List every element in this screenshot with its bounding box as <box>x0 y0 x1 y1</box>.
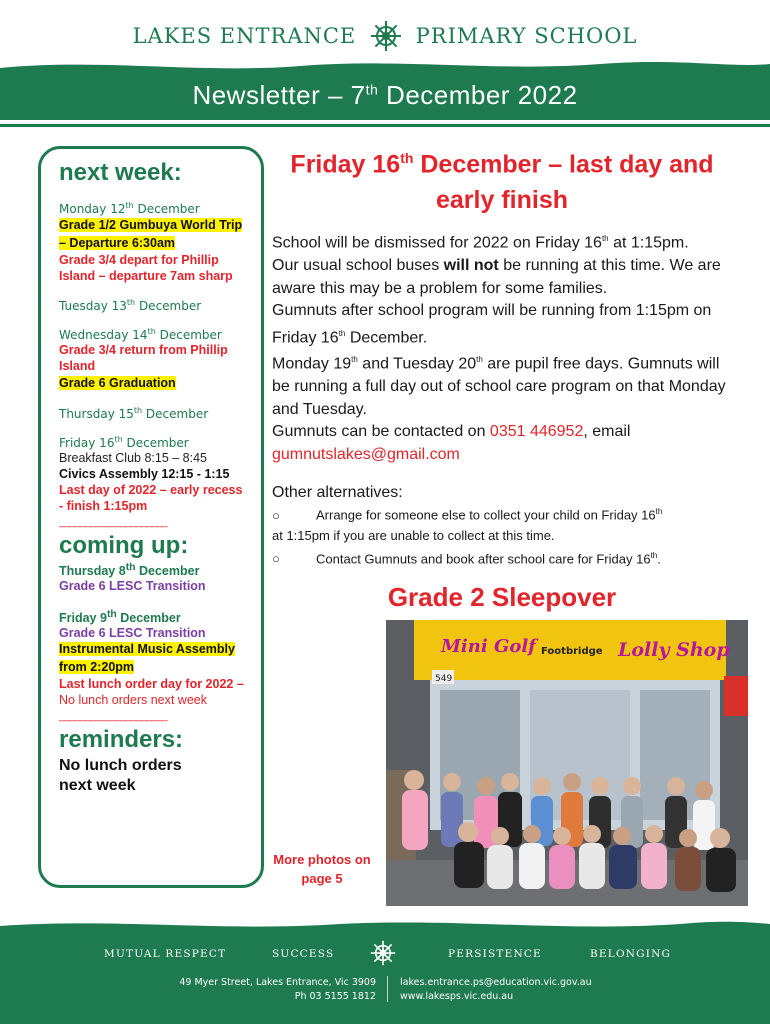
coming-up-heading: coming up: <box>59 532 189 559</box>
bullet-icon: ○ <box>272 507 280 523</box>
newsletter-title <box>0 80 770 111</box>
event-breakfast-club: Breakfast Club 8:15 – 8:45 <box>59 451 208 465</box>
event-phillip-island-return: Grade 3/4 return from Phillip Island <box>59 343 228 373</box>
day-rest: December <box>116 611 181 626</box>
next-week-heading: next week: <box>59 159 182 186</box>
event-gumbuya: Grade 1/2 Gumbuya World Trip – Departure 6:30am <box>59 218 243 250</box>
sup: th <box>650 550 658 560</box>
value-mutual-respect: MUTUAL RESPECT <box>104 948 227 960</box>
text: at 1:15pm. <box>608 234 689 252</box>
day-rest: December <box>122 436 189 450</box>
bold-text: will not <box>443 257 499 275</box>
text: Arrange for someone else to collect your child on Friday 16 <box>316 507 656 523</box>
day-label: Wednesday 14 <box>59 328 148 342</box>
separator: _____________________ <box>59 516 167 528</box>
sign-mini-golf: Mini Golf <box>441 636 536 657</box>
event-graduation: Grade 6 Graduation <box>59 376 176 390</box>
gumnuts-email-link[interactable]: gumnutslakes@gmail.com <box>272 445 460 463</box>
text: and Tuesday 20 <box>357 355 477 373</box>
sleepover-photo <box>386 620 748 906</box>
ship-wheel-icon <box>370 940 396 966</box>
article-body <box>272 228 732 466</box>
bullet-icon: ○ <box>272 550 280 566</box>
sign-lolly-shop: Lolly Shop <box>618 639 730 661</box>
text: be running at this time. We are aware this may be a problem for some families. <box>272 257 721 297</box>
text: Monday 19 <box>272 355 352 373</box>
main-article <box>272 140 732 569</box>
day-thursday <box>59 406 247 421</box>
day-sup: th <box>133 406 143 415</box>
footer-website-link[interactable]: www.lakesps.vic.edu.au <box>400 991 514 1002</box>
value-success: SUCCESS <box>272 948 335 960</box>
sign-number: 549 <box>435 674 453 684</box>
day-sup: th <box>114 435 123 444</box>
day-rest: December <box>135 299 202 313</box>
day-label: Thursday 8 <box>59 564 126 579</box>
text: at 1:15pm if you are unable to collect at this time. <box>272 527 555 543</box>
value-persistence: PERSISTENCE <box>448 948 542 960</box>
day-wednesday <box>59 327 247 342</box>
day-thursday-8 <box>59 560 247 579</box>
article-title <box>272 140 732 218</box>
newsletter-title-suffix: December 2022 <box>378 80 578 110</box>
paragraph <box>272 228 732 255</box>
event-civics-assembly: Civics Assembly 12:15 - 1:15 <box>59 467 230 481</box>
separator: _____________________ <box>59 710 167 723</box>
day-label: Monday 12 <box>59 202 126 216</box>
day-rest: December <box>142 407 209 421</box>
day-sup: th <box>126 298 136 307</box>
alternatives-title: Other alternatives: <box>272 484 403 502</box>
sup: th <box>601 234 609 244</box>
text: Gumnuts after school program will be running from 1:15pm on Friday 16 <box>272 302 712 346</box>
ship-wheel-icon <box>370 20 402 52</box>
title-part1: Friday 16 <box>290 150 401 179</box>
day-monday <box>59 201 247 216</box>
text: December. <box>345 328 428 346</box>
alternative-item <box>272 546 732 569</box>
day-friday <box>59 435 247 450</box>
sidebar-panel <box>38 146 264 888</box>
paragraph <box>272 255 732 300</box>
event-last-day: Last day of 2022 – early recess - finish 1:15pm <box>59 483 243 513</box>
paragraph <box>272 300 732 349</box>
title-sup: th <box>400 150 414 166</box>
day-rest: December <box>155 328 222 342</box>
newsletter-title-sup: th <box>365 81 379 98</box>
footer-phone: Ph 03 5155 1812 <box>294 991 376 1002</box>
lunch-order-bold: Last lunch order day for 2022 – <box>59 677 244 692</box>
day-friday-9 <box>59 607 247 626</box>
day-rest: December <box>133 202 200 216</box>
text: School will be dismissed for 2022 on Friday 16 <box>272 234 602 252</box>
day-label: Friday 16 <box>59 436 115 450</box>
text: are pupil free days. Gumnuts will be running a full day out of school care program on that Monday and Tuesday. <box>272 355 726 418</box>
value-belonging: BELONGING <box>590 948 672 960</box>
paragraph <box>272 349 732 421</box>
day-label: Friday 9 <box>59 611 107 626</box>
day-label: Tuesday 13 <box>59 299 127 313</box>
event-phillip-island-depart: Grade 3/4 depart for Phillip Island – departure 7am sharp <box>59 253 233 283</box>
footer-address-block <box>150 976 376 1004</box>
footer-email-link[interactable]: lakes.entrance.ps@education.vic.gov.au <box>400 977 592 988</box>
footer-banner <box>0 918 770 1024</box>
event-lesc-transition-2: Grade 6 LESC Transition <box>59 626 206 641</box>
day-tuesday <box>59 298 247 313</box>
school-name-right: PRIMARY SCHOOL <box>415 24 638 48</box>
school-name-left: LAKES ENTRANCE <box>132 24 357 48</box>
day-label: Thursday 15 <box>59 407 134 421</box>
day-sup: th <box>147 327 156 336</box>
gumnuts-phone-link[interactable]: 0351 446952 <box>489 423 584 441</box>
sup: th <box>351 355 358 365</box>
school-name <box>0 20 770 52</box>
title-part2: December – last day and early finish <box>413 150 714 215</box>
day-rest: December <box>135 564 200 579</box>
event-last-lunch-order <box>59 676 247 708</box>
more-photos-note: More photos on page 5 <box>273 852 371 886</box>
event-lesc-transition: Grade 6 LESC Transition <box>59 579 206 594</box>
event-instrumental-music: Instrumental Music Assembly from 2:20pm <box>59 642 235 675</box>
text: Gumnuts can be contacted on <box>272 423 490 441</box>
reminder-text: No lunch orders next week <box>59 757 182 795</box>
footer-address: 49 Myer Street, Lakes Entrance, Vic 3909 <box>179 977 376 988</box>
text: Our usual school buses <box>272 257 444 275</box>
day-sup: th <box>125 201 134 210</box>
sign-footbridge: Footbridge <box>541 646 603 657</box>
footer-divider <box>387 976 388 1002</box>
sup: th <box>655 507 663 517</box>
text: . <box>657 550 661 566</box>
lunch-order-note: No lunch orders next week <box>59 693 207 708</box>
sleepover-title: Grade 2 Sleepover <box>387 582 617 612</box>
day-sup: th <box>125 562 136 573</box>
day-sup: th <box>106 609 117 621</box>
sup: th <box>338 328 346 338</box>
footer-contact-block <box>400 976 592 1004</box>
alternative-item <box>272 502 732 545</box>
text: , email <box>583 423 631 441</box>
reminders-heading: reminders: <box>59 726 184 754</box>
text: Contact Gumnuts and book after school care for Friday 16 <box>316 550 651 566</box>
paragraph <box>272 421 732 466</box>
sup: th <box>476 355 483 365</box>
newsletter-title-prefix: Newsletter – 7 <box>192 80 366 110</box>
